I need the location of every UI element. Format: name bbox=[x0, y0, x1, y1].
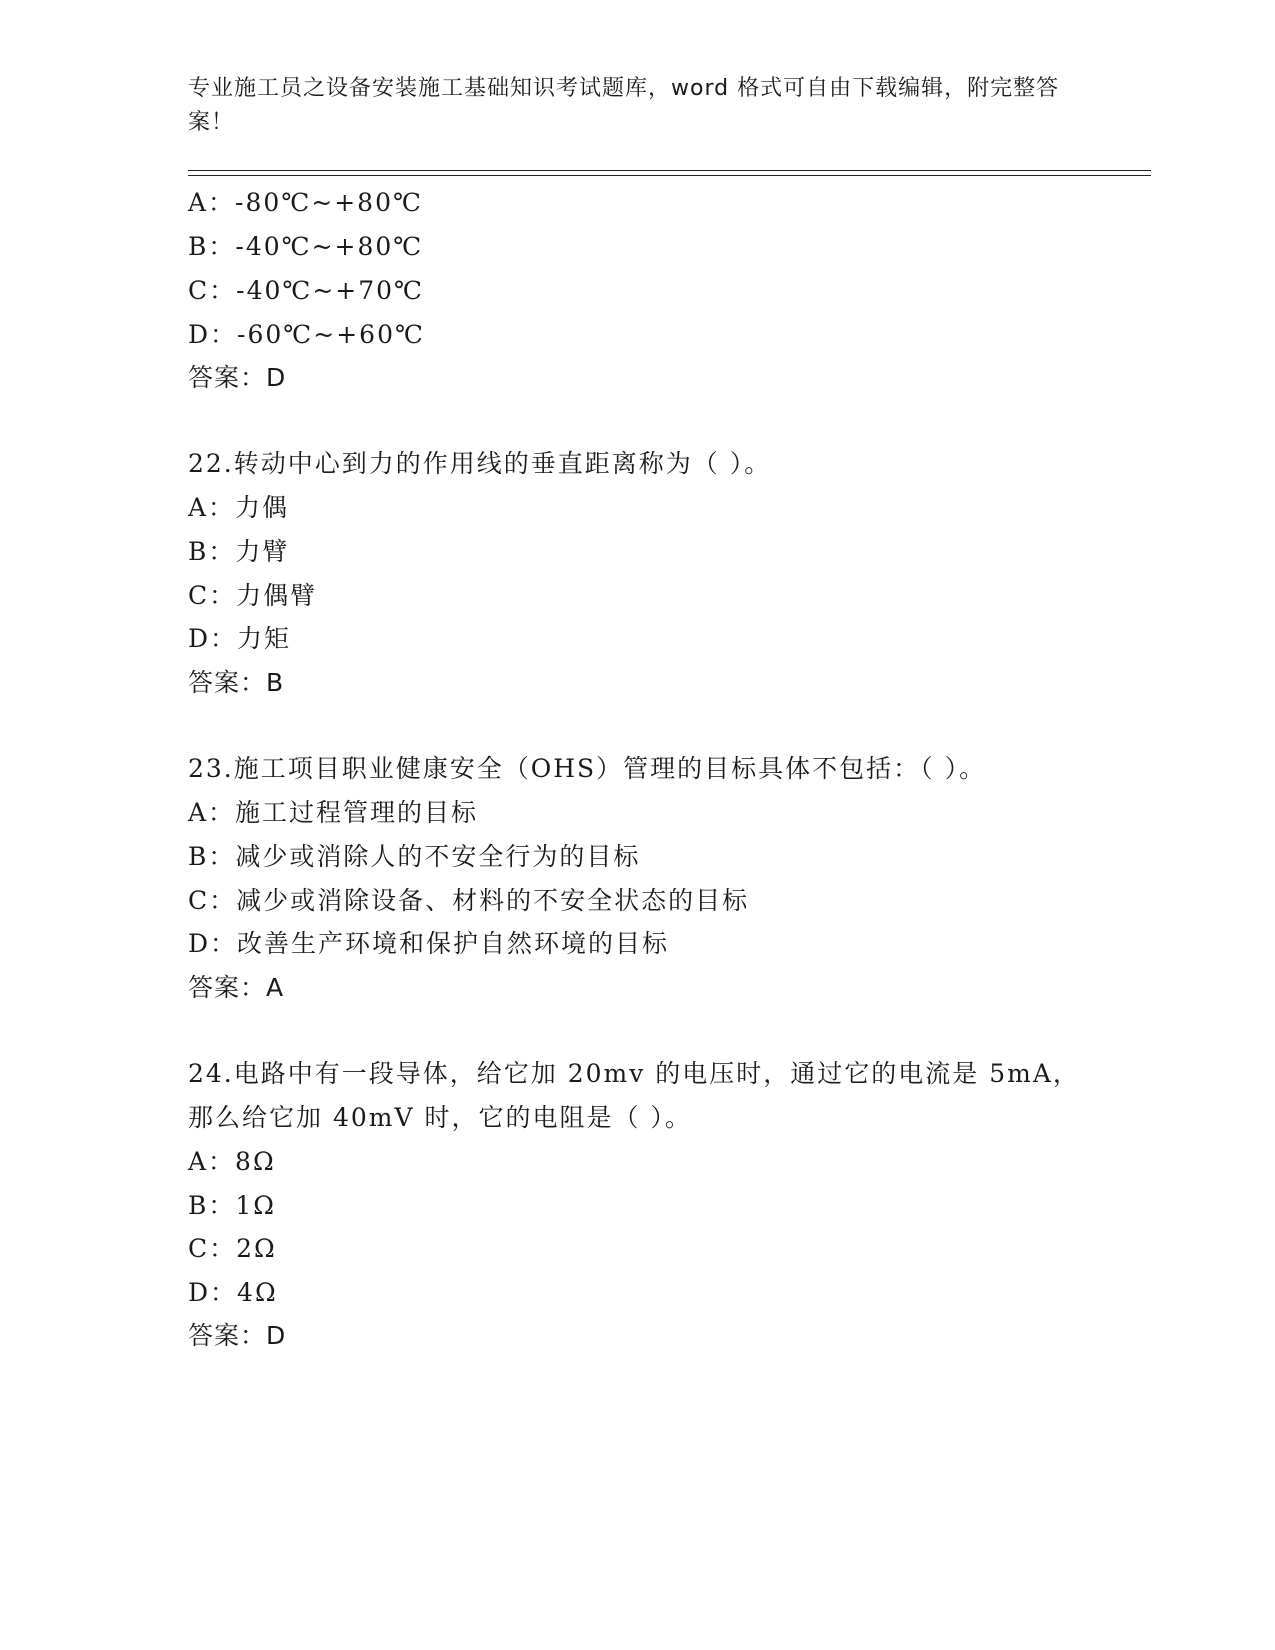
question-stem-24-line2: 那么给它加 40mV 时，它的电阻是（ ）。 bbox=[188, 1103, 692, 1132]
option-c: C：2Ω bbox=[188, 1234, 277, 1263]
option-d: D：4Ω bbox=[188, 1278, 278, 1307]
question-stem-24-line1: 24.电路中有一段导体，给它加 20mv 的电压时，通过它的电流是 5mA， bbox=[188, 1059, 1080, 1088]
option-d: D：改善生产环境和保护自然环境的目标 bbox=[188, 929, 670, 958]
option-d: D：力矩 bbox=[188, 624, 292, 653]
option-c: C：力偶臂 bbox=[188, 581, 318, 610]
option-c: C：减少或消除设备、材料的不安全状态的目标 bbox=[188, 886, 750, 915]
option-d: D：-60℃~+60℃ bbox=[188, 320, 425, 349]
question-stem-22: 22.转动中心到力的作用线的垂直距离称为（ ）。 bbox=[188, 449, 772, 478]
option-b: B：减少或消除人的不安全行为的目标 bbox=[188, 842, 641, 871]
answer: 答案：D bbox=[188, 363, 287, 392]
option-b: B：1Ω bbox=[188, 1191, 277, 1220]
answer: 答案：B bbox=[188, 668, 285, 697]
header-divider-bottom bbox=[188, 175, 1151, 176]
question-stem-23: 23.施工项目职业健康安全（OHS）管理的目标具体不包括：（ ）。 bbox=[188, 754, 987, 783]
option-c: C：-40℃~+70℃ bbox=[188, 276, 425, 305]
option-b: B：力臂 bbox=[188, 537, 290, 566]
option-a: A：力偶 bbox=[188, 493, 290, 522]
answer: 答案：D bbox=[188, 1321, 287, 1350]
option-b: B：-40℃~+80℃ bbox=[188, 232, 424, 261]
option-a: A：-80℃~+80℃ bbox=[188, 188, 423, 217]
header-divider-top bbox=[188, 170, 1151, 171]
document-header: 专业施工员之设备安装施工基础知识考试题库，word 格式可自由下载编辑，附完整答案！ bbox=[188, 76, 1060, 135]
option-a: A：施工过程管理的目标 bbox=[188, 798, 479, 827]
option-a: A：8Ω bbox=[188, 1147, 276, 1176]
answer: 答案：A bbox=[188, 973, 285, 1002]
